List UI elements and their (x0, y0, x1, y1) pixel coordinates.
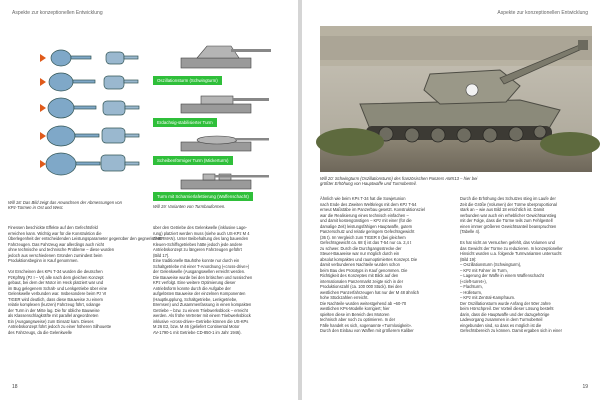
text-line: Antriebsform konnte durch die Aufgabe der (153, 285, 231, 291)
text-line: Richtigkeit des Konzeptes mit Blick auf den (320, 273, 399, 278)
text-line: Fälle handelt es sich, sogenannte «Turmlosigkeit». (320, 322, 413, 328)
running-head: Aspekte zur konzeptionellen Entwicklung (497, 10, 588, 16)
text-line: PzKpfWg (Pz I – VI) alle nach dem gleichen Konzept (8, 274, 104, 280)
text-line: eingebunden sind, so dass es möglich ist die (460, 322, 542, 328)
text-line: zu schwer. Durch die Durchgangsstrecke der (320, 245, 402, 251)
turret-size-diagram (34, 44, 144, 190)
right-page (302, 0, 600, 400)
text-line: Durch die Erhöhung des Schutzes stieg im Laufe der (460, 196, 556, 201)
text-line: des Fahrzeugs, da die Gelenkwelle (8, 329, 72, 335)
text-line: beim Hörschpreil. Der Vorteil dieser Lösung besteht (460, 306, 554, 311)
text-line: – Oszillationsturm (Schwingturm), (460, 262, 522, 267)
turret-label-cleft: Turm mit Scharnierlafettierung (Waffenschacht) (153, 192, 253, 201)
text-line: Eine traditionelle Bauhöhe konnte nur durch ein (153, 258, 240, 263)
text-line: Panzerschutz und relativ geringem Gefechtsgewicht (320, 229, 415, 234)
text-line: rung) platziert werden muss (siehe auch US-KPz M 4 (153, 230, 250, 236)
text-line: Gefechtsbereich zu können. Damit ergaben sich in einer (460, 328, 562, 333)
running-head: Aspekte zur konzeptionellen Entwicklung (12, 10, 103, 16)
text-line: jedoch aus verschiedenen Gründen zumindest beim (8, 252, 103, 258)
text-line: (36 t). Im Vergleich zum TIGER II (bei gleichem (320, 234, 406, 240)
text-line: – Hülleturm, (460, 289, 483, 295)
disc-turret-icon (167, 131, 277, 153)
text-line: darin, dass die Hauptwaffe und der dazugehörige (460, 311, 550, 317)
cleft-turret-icon (167, 169, 277, 191)
text-line: nach Ende des Zweiten Weltkriegs mit dem KPz T-54 (320, 201, 417, 207)
text-line: Produktionszahl (ca. 100 000 Stück). Bei den (320, 284, 402, 289)
text-line: (Hauptkupplung, Schaltgetriebe, Lenkgetriebe, (153, 296, 238, 302)
text-line: – KPz mit Zentral-Kampfraum. (460, 295, 516, 300)
text-line: Der Oszillationsturm wurde Anfang der 50er Jahre (460, 300, 551, 306)
text-line: damit verbundenen Nachteile wurden schon (320, 262, 400, 267)
text-line: KPz verfolgt. Eine weitere Optimierung dieser (153, 280, 236, 285)
text-line: technisch aber noch zu optimieren. In der (320, 317, 396, 322)
text-line: absolut kompaktes und raumoptimiertes Konzept. Die (320, 256, 418, 262)
text-line: internationalen Panzermarkt zeigte sich in der (320, 278, 404, 284)
text-line: Produktionsbeginn in Kauf genommen. (8, 258, 79, 263)
text-line: damalige Zeit) leistungsfähigen Hauptwaffe, gutem (320, 223, 413, 229)
text-line: («cleft-turret»), (460, 278, 487, 284)
text-line: TIGER wird deutlich, dass diese Bauweise zu einem (8, 296, 103, 302)
turret-variants-figure (153, 36, 293, 201)
text-line: erneut Maßstäbe im Panzerbau gesetzt. Konstruktionsziel (320, 207, 425, 212)
text-line: einen immer größeren Gewichtsanteil beanspruchten (460, 223, 557, 229)
text-line: inklusive «cross-drive»-Getriebe können die US-KPs (153, 318, 249, 324)
text-line: Ein (Ausgangsweise) zum Einsatz kam. Dieses (8, 318, 94, 324)
text-line: Vor Erscheinen des KPs T-34 wurden die deutschen (8, 269, 103, 274)
text-line: Steuer-Bauweise war nur möglich durch ein (320, 251, 400, 256)
text-line: Gelenkwelle verbunden war. Insbesondere beim Pz VI (8, 291, 107, 296)
text-line: Überlegenheit der entscheidenden Leistungsparameter gegenüber den gegnerischen (8, 236, 163, 241)
turret-label-stabilized: Erdachsig-stabilisierter Turm (153, 118, 217, 127)
text-line: über den Getriebe des Gelenkwelle (inklusive Lage- (153, 225, 247, 230)
text-line: ohne technische und technische Probleme – diese wurden (8, 247, 115, 252)
text-line: Hinsicht wurden u.a. folgende Turmvarianten untersucht (460, 251, 562, 256)
text-line: AV-1790-1 mit Getriebe CD-850-1 im Jahr 1946). (153, 329, 242, 335)
text-line: Es hat nicht an Versuchen gefehlt, das Volumen und (460, 240, 555, 245)
text-line: als Klassenschlagkräfte mit parallel angeordneten (8, 313, 99, 318)
text-line: Gefechtsgewicht ca. 68 t) ist das T-54 nur ca. 2,4 t (320, 240, 412, 245)
text-line: westlichen Panzerfahrzeugen hat nur der M 48 ähnlich (320, 289, 419, 295)
figure-19-caption: Will 19: Varianten von Turmbauformen. (153, 204, 226, 209)
text-line: war die Realisierung eines technisch einfachen – (320, 212, 409, 218)
text-line: werden. Als frühe Vertreter mit einem Triebwerksblock (153, 313, 251, 318)
text-line: aufgelösten Bauweise der einzelnen Komponenten (153, 291, 246, 296)
text-line: Fahrzeugen. Das Fahrzeug war allerdings auch nicht (8, 241, 105, 247)
turret-label-oscillating: Oszillationsturm (Schwingturm) (153, 76, 222, 85)
text-line: Getriebe – bzw. zu einem Triebwerksblock – erreicht (153, 307, 248, 313)
east-turret-column (46, 50, 100, 175)
text-line: im Bug gelegenem Schalt- und Lenkgetriebe über eine (8, 285, 107, 291)
west-turret-column (101, 52, 139, 171)
right-column-1 (320, 196, 450, 386)
right-column-2 (460, 196, 592, 386)
amx13-tank-photo (320, 26, 592, 172)
page-number: 18 (12, 384, 18, 390)
text-line: verbunden war auch ein erheblicher Gewichtsanstieg (460, 212, 557, 218)
text-line: – KPz mit Fahrer im Turm, (460, 267, 508, 273)
text-line: erreichen kann. Wichtig war für die Konstruktion die (8, 230, 102, 236)
stabilized-turret-icon (167, 90, 277, 116)
text-line: Die Nachteile wurden weitestgehend ab ~60-70 (320, 300, 407, 306)
oscillating-turret-icon (167, 40, 277, 72)
text-line: – Lagerung der Waffe in einem Waffenschacht (460, 273, 544, 278)
text-line: Finessen beschickte Effekte auf den Gefechtsfeld (8, 225, 98, 230)
text-line: Antriebskonzept zu längeren Fahrzeugen geführt (153, 247, 242, 252)
text-line: Die Bauweise wurde bei den britischen und russischen (153, 274, 253, 280)
turret-label-disc: Scheibenförmiger Turm (Mickerturm) (153, 156, 233, 165)
text-line: relativ komplexen (kurzen) Fahrzeug führt, solange (8, 302, 101, 307)
text-line: das Gewicht der Türme zu reduzieren. In konzeptioneller (460, 245, 563, 251)
text-line: der Gelenkwelle (Ausgangswellen erreicht werden. (153, 269, 246, 274)
text-line: stark an – wie aus Bild 18 ersichtlich ist. Damit (460, 207, 545, 212)
text-line: spielten diese im Bereich des Motoren (320, 311, 390, 317)
text-line: hohe Stückzahlen erreicht. (320, 295, 369, 300)
text-line: beim Bau des Prototyps in Kauf genommen. Die (320, 267, 408, 273)
text-line: Durch den Einbau von Waffen mit größerem Kaliber (320, 328, 414, 333)
caption-line: größter Erhöhung von Hauptwaffe und Turmoberteil. (320, 181, 417, 187)
figure-20-caption (320, 176, 592, 186)
text-line: und damit kostengünstigen – KPz mit einer (für die (320, 218, 412, 223)
text-line: Ladevorgang zusammen in dem Turmoberteil (460, 317, 543, 322)
text-line: gebaut, bei dem der Motor im Heck platziert war und (8, 280, 104, 285)
text-line: Antriebskonzept führt jedoch zu einer höheren Silhouette (8, 324, 112, 329)
left-column-2 (153, 225, 293, 385)
left-page (0, 0, 298, 400)
text-line: der Turm in der Mitte lag. Die für übliche Bauweise (8, 307, 100, 313)
page-number: 19 (582, 384, 588, 390)
text-line: – Flachturm, (460, 284, 483, 289)
text-line: SHERMAN). Unter Beibehaltung des lang bauenden (153, 236, 249, 241)
text-line: Zeit die Größe (Volumen) der Türme überproportional (460, 201, 557, 207)
text-line: westlichen KPs-Modelle korrigiert; hier (320, 306, 390, 311)
text-line: Ähnlich wie beim KPs T-34 hat die Sowjetunion (320, 196, 406, 201)
caption-line: Will 20: Schwingturm (Oszillationsturm) des französischen Panzers AMX13 – hier bei (320, 176, 478, 181)
text-line: Schaltgetriebe mit einer T-Anordnung («cross-drive») (153, 263, 250, 269)
figure-18-caption: Will 18: Das Bild zeigt das Anwachsen der Abmessungen von KPz-Türmen in Ost und West. (8, 200, 122, 211)
text-line: Bremsen) und Zusammenfassung in einen kompakten (153, 302, 252, 307)
text-line: (Bild 19): (460, 256, 477, 262)
text-line: mit der Folge, dass die Türme teils zum Fehlgestell (460, 218, 553, 223)
text-line: Kleuen-Schiffsgetriebes hätte jedoch jede andere (153, 241, 243, 247)
east-arrows (40, 54, 46, 168)
text-line: (Bild 17). (153, 252, 170, 258)
text-line: (Tabelle 4). (460, 229, 481, 234)
text-line: M 26 E2, bzw. M 46 (geliefert Continental Motor (153, 324, 240, 329)
